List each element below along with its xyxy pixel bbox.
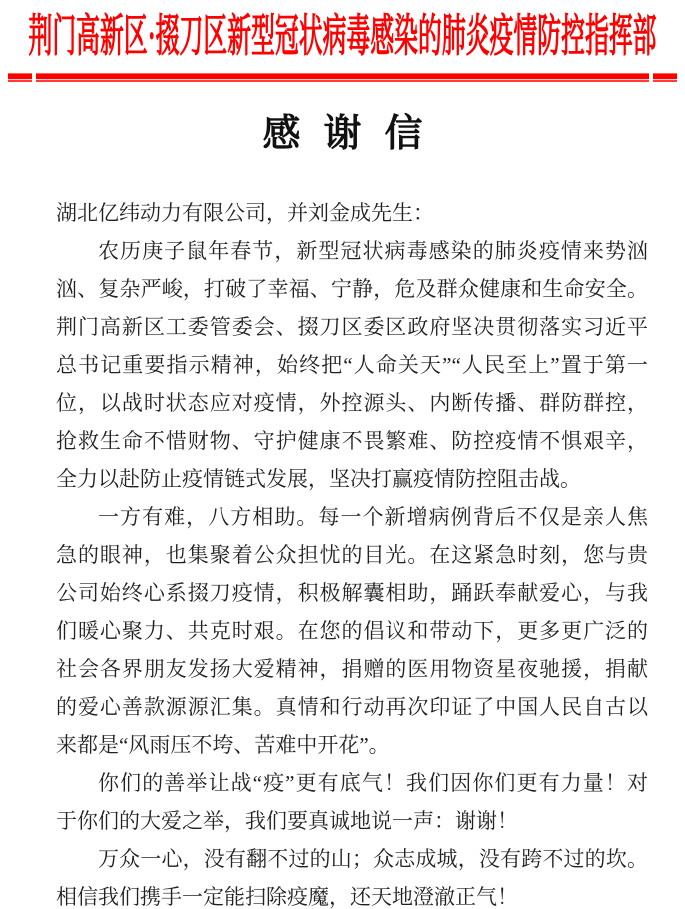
letter-line: 荆门高新区工委管委会、掇刀区委区政府坚决贯彻落实习近平 — [56, 315, 648, 339]
divider-right-cap — [653, 73, 677, 82]
letterhead-org-title: 荆门高新区·掇刀区新型冠状病毒感染的肺炎疫情防控指挥部 — [28, 11, 657, 61]
letter-line: 于你们的大爱之举，我们要真诚地说一声：谢谢！ — [56, 809, 518, 833]
letter-line: 一方有难，八方相助。每一个新增病例背后不仅是亲人焦 — [98, 505, 648, 529]
letter-line: 总书记重要指示精神，始终把“人命关天”“人民至上”置于第一 — [56, 353, 648, 377]
letter-body — [0, 194, 685, 909]
letter-line: 位，以战时状态应对疫情，外控源头、内断传播、群防群控， — [56, 391, 648, 415]
letterhead-divider — [8, 73, 677, 82]
letter-line: 万众一心，没有翻不过的山；众志成城，没有跨不过的坎。 — [98, 847, 648, 871]
divider-left-cap — [8, 73, 32, 82]
letter-line: 全力以赴防止疫情链式发展，坚决打赢疫情防控阻击战。 — [56, 467, 581, 491]
divider-bar — [36, 73, 649, 82]
letter-line: 的爱心善款源源汇集。真情和行动再次印证了中国人民自古以 — [56, 695, 648, 719]
letter-title: 感谢信 — [262, 113, 446, 155]
letter-line: 你们的善举让战“疫”更有底气！我们因你们更有力量！对 — [98, 771, 648, 795]
letter-line: 们暖心聚力、共克时艰。在您的倡议和带动下，更多更广泛的 — [56, 619, 648, 643]
letter-line: 农历庚子鼠年春节，新型冠状病毒感染的肺炎疫情来势汹 — [98, 239, 648, 263]
letterhead — [0, 0, 685, 62]
letter-line: 社会各界朋友发扬大爱精神，捐赠的医用物资星夜驰援，捐献 — [56, 657, 648, 681]
letter-line: 来都是“风雨压不垮、苦难中开花”。 — [56, 733, 390, 757]
letter-line: 抢救生命不惜财物、守护健康不畏繁难、防控疫情不惧艰辛， — [56, 429, 648, 453]
letter-line: 湖北亿纬动力有限公司，并刘金成先生： — [56, 201, 434, 225]
letter-line: 相信我们携手一定能扫除疫魔，还天地澄澈正气！ — [56, 885, 518, 909]
letter-line: 汹、复杂严峻，打破了幸福、宁静，危及群众健康和生命安全。 — [56, 277, 648, 301]
letter-line: 公司始终心系掇刀疫情，积极解囊相助，踊跃奉献爱心，与我 — [56, 581, 648, 605]
letter-line: 急的眼神，也集聚着公众担忧的目光。在这紧急时刻，您与贵 — [56, 543, 648, 567]
